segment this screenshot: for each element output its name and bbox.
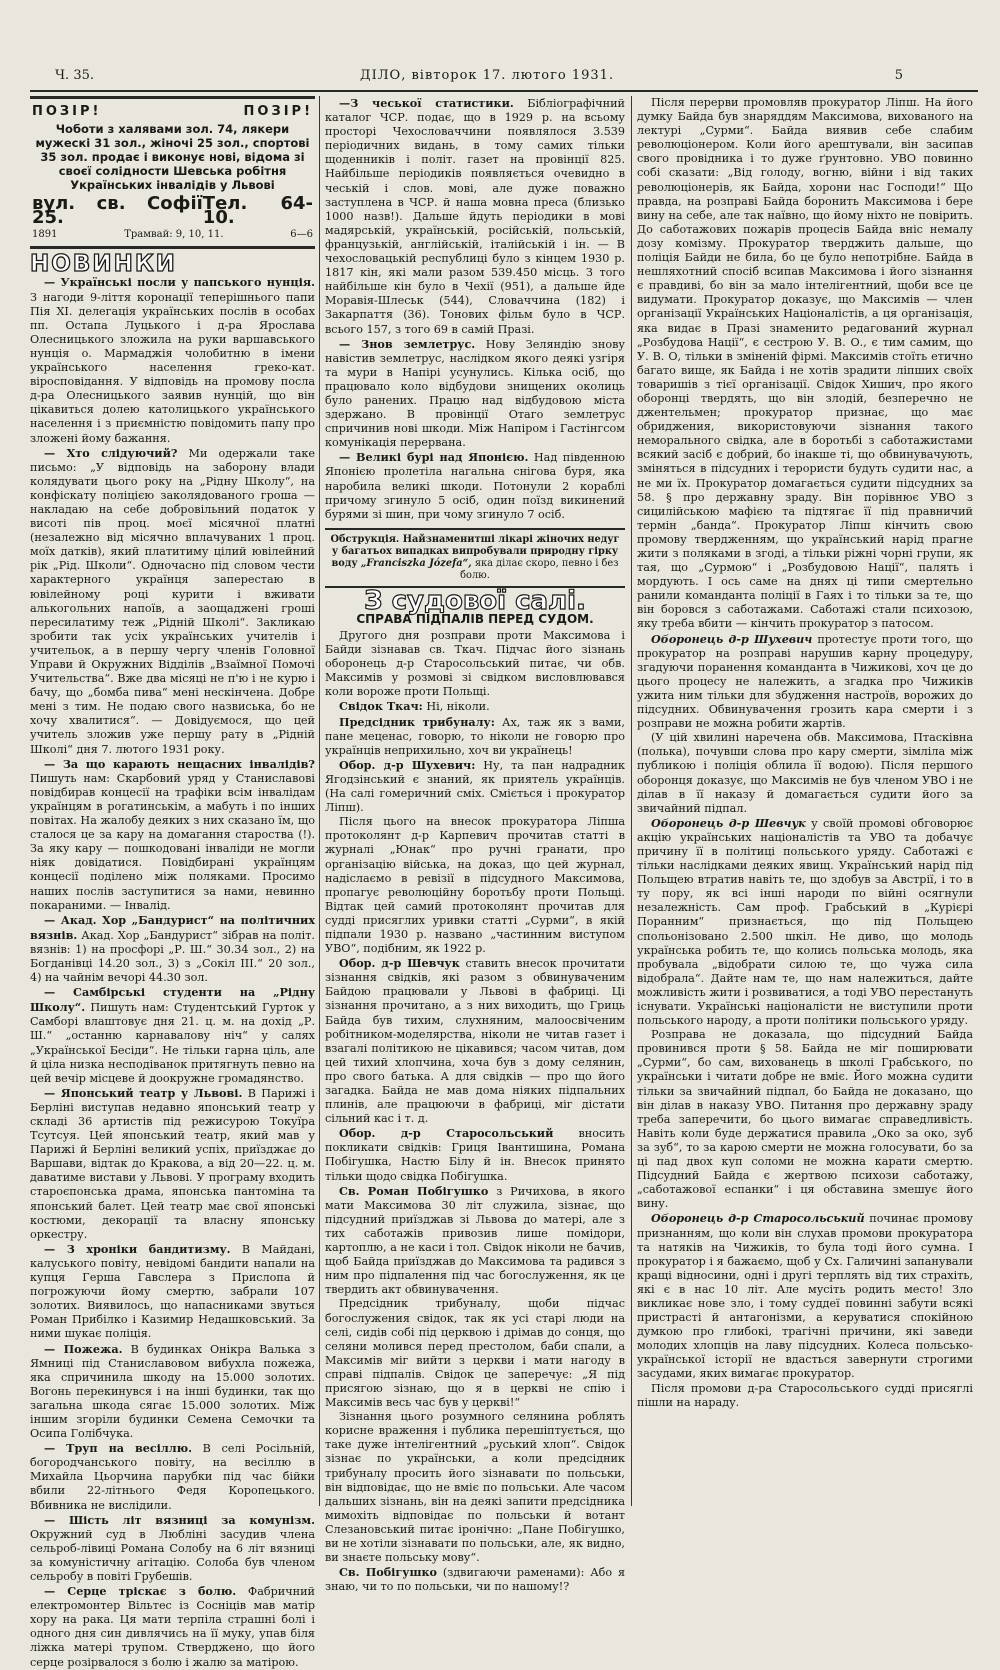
page-part: Ч. 35. bbox=[55, 68, 94, 83]
col3-para: Оборонець д-р Старосольський починає промову признанням, що коли він слухав промови прокуратора та натяків на Чижиків, то була тоді його сумна. І прокуратор і я бажаємо, щоб у Сх. Галичині запанували кращі відносини, одні і другі терплять від тих страхіть, які є в нас 10 літ. Але мусіть родить место! Зло викликає нове зло, і тому суддеї повинні забути всякі пристрасті й антагонізми, а керуватися спокійною думкою про глибокі, трагічні причини, які заведи молодих хлопців на лаву підсудних. Колеса польсько-української історії не вдасться завернути строгими засудами, яких вимагає прокуратор. bbox=[637, 1211, 973, 1381]
court-para: Св. Побігушко (здвигаючи раменами): Або я знаю, чи то по польськи, чи по нашому!? bbox=[325, 1565, 625, 1594]
advertisement bbox=[30, 96, 315, 249]
col3-para: Оборонець д-р Шевчук у своїй промові обговорює акцію українських націоналістів та УВО та добачує причину її в політиці польського уряду. Саботажі є тільки наслідками деяких явищ. Український нарід під Польщею втратив навіть те, що здобув за Австрії, і то в ту пору, як всі інші народи по війні осягнули незалежність. Сам проф. Грабський в „Курієрі Поранним“ признається, що під Польщею спольонізовано 2.500 шкіл. Не диво, що молодь українська робить те, що колись польська молодь, яка пробувала „відобрати силою те, що чужа сила відобрала“. Дайте нам те, що нам належиться, дайте можливість жити і розвиватися, а тоді УВО перестануть існувати. Українські націоналісти не виступили проти польського народу, а проти політики польського уряду. bbox=[637, 815, 973, 1028]
col3-para: (У цій хвилині наречена обв. Максимова, Птасківна (полька), почувши слова про кару смерти, зімліла між публикою і поліція облила її водою). Після першого оборонця доказує, що Максимів не був членом УВО і не ділав в її наказу й домагається судити його за звичайний підпал. bbox=[637, 731, 973, 815]
col3-para: Оборонець д-р Шухевич протестує проти того, що прокуратор на розправі нарушив карну процедуру, згадуючи поранення команданта в Чижикові, хоч це до цього процесу не належить, а згадка про Чижиків ужита ним тільки для збудження настроїв, ворожих до підсудних. Обвинувачення грозить кара смерти і з розправи не можна робити жартів. bbox=[637, 631, 974, 731]
col3-para: Після перерви промовляв прокуратор Ліпш. На його думку Байда був знаряддям Максимова, вихованого на лектурі „Сурми“. Байда виявив себе слабим революціонером. Коли його арештували, він засипав свого провідника і то дуже ґрунтовно. УВО повинно собі сказати: „Від голоду, вогню, війни і від таких революціонерів, як Байда, хорони нас Господи!“ Що правда, на розправі Байда боронить Максимова і бере вину на себе, але так наївно, що йому ніхто не повірить. До саботажових пожарів процесів Байда вніс немалу дозу комізму. Прокуратор тверджить дальше, що поліція Байди не била, бо це було непотрібне. Байда в нешляхотний спосіб всипав Максимова і його зізнання є правдиві, бо він за мало інтелігентний, щоби все це видумати. Прокуратор доказує, що Максимів — член організації Українських Націоналістів, а ця організація, яка видає в Празі знаменито редагований журнал „Розбудова Нації“, є сестрою У. В. О., є тим самим, що У. В. О, тільки в зміненій фірмі. Максимів стоїть етично багато вище, як Байда і не хотів зрадити ліпших своїх товаришів з тієї організації. Свідок Хишич, про якого оборонці твердять, що він злодій, безперечно не джентельмен; прокуратор признає, що має обриджения, використовуючи зізнання такого неморального свідка, але в боротьбі з саботажистами всякий засіб є добрий, бо інакше ті, що обвинувачують, зміняться в підсудних і терористи будуть судити нас, а не ми їх. Прокуратор домагається судити підсудних за 58. § про державну зраду. Він порівнює УВО з сицилійською мафією та підтягає її під правничий термін „банда“. Прокуратор Ліпш кінчить свою промову твердженням, що український нарід прагне жити з поляками в згоді, а тільки ріжні чорні групи, як тая, що „Сурмою“ і „Розбудовою Нації“, палять і мордують. І ось саме на днях ці типи смертельно ранили команданта поліції в Гаях і то тільки за те, що він боровся з саботажами. Саботажі стали психозою, яку треба вбити — кінчить прокуратор з патосом. bbox=[637, 96, 973, 631]
news-item: — Труп на весіллю. В селі Росільній, богородчанського повіту, на весіллю в Михайла Цьорчина парубки під час бійки вбили 22-літнього Федя Коропецького. Вбивника не вислідили. bbox=[30, 1441, 316, 1512]
news-item: — Серце тріскає з болю. Фабричний електромонтер Вільтес із Сосніців мав матір хору на рака. Ця мати терпіла страшні болі і одного дня син дивлячись на її муку, упав біля ліжка матері трупом. Стверджено, що його серце розірвалося з болю і жалю за матірою. bbox=[30, 1584, 315, 1669]
court-intro: Другого дня розправи проти Максимова і Байди зізнавав св. Ткач. Підчас його зізнань оборонець д-р Старосольський питає, чи обв. Максимів у розмові зі свідком висловлювався коли вороже проти Польщі. bbox=[325, 629, 625, 699]
news-section-title: НОВИНКИ bbox=[30, 251, 177, 278]
court-exchange: Предсідник трибуналу: Ах, таж як з вами, пане меценас, говорю, то ніколи не говорю про українців неприхильно, хоч ви українець! bbox=[325, 714, 625, 757]
column-1 bbox=[30, 96, 316, 1669]
masthead: ДІЛО, вівторок 17. лютого 1931. bbox=[360, 68, 615, 83]
advert-box-brand: „Franciszka Józefa“, bbox=[360, 557, 472, 569]
col3-para: Розправа не доказала, що підсудний Байда провинився проти § 58. Байда не міг поширювати „Сурми“, бо сам, вихованець в школі Грабського, по українськи і читати добре не вміє. Його можна судити тільки за звичайний підпал, бо Байда не доказано, що він ділав в наказу УВО. Питання про державну зраду треба заперечити, бо цього вимагає справедливість. Навіть коли буде держатися правила „Око за око, зуб за зуб“, то за карою смерти не можна голосувати, бо за ці пад двох куп соломи не можна карати смертю. Підсудний Байда є жертвою психози саботажу, „саботажової еспанки“ і ця обставина змешує його вину. bbox=[637, 1028, 973, 1211]
news-item: — Пожежа. В будинках Онікра Валька з Ямниці під Станиславовом вибухла пожежа, яка спричинила шкоду на 15.000 золотих. Вогонь перекинувся і на інші будинки, так що загальна шкода сягає 15.000 золотих. Між іншим згоріли будинки Семена Семочки та Осипа Голібчука. bbox=[30, 1341, 316, 1441]
stats-item: — Знов землетрус. Нову Зеляндію знову навістив землетрус, наслідком якого деякі узгіря та мури в Напірі усунулись. Кілька осіб, що працювало коло відбудови знищених околиць було ранених. Працю над відбудовою міста здержано. В провінції Отаго землетрус спричинив нові шкоди. Між Напіром і Гастінгсом комунікація перервана. bbox=[325, 336, 625, 450]
page-number: 5 bbox=[894, 68, 903, 83]
column-divider bbox=[631, 96, 632, 1506]
column-divider bbox=[319, 96, 320, 1506]
stats-list bbox=[325, 96, 625, 522]
news-item: — За що карають нещасних інвалідів? Пишуть нам: Скарбовий уряд у Станиславові повідбирав концесії на трафіки всім інвалідам українцям в рогатинськім, а мабуть і по інших повітах. На жалобу деяких з них сказано їм, що сталося це за кару на домагання староства (!). За яку кару — пошкодовані інваліди не могли ніяк довідатися. Повідбирані українцям концесії поділено між поляками. Просимо наших послів заступитися за нами, невинно покараними. — Інвалід. bbox=[30, 756, 315, 912]
ad-phone: Тел. 64-10. bbox=[202, 193, 313, 229]
court-para: Предсідник трибуналу, щоби підчас богослужения свідок, так як усі старі люди на селі, сидів собі під церквою і дрімав до сонця, що селяни молився перед престолом, баби спали, а Максимів міг вийти з церкви і мати нагоду в справі підпалів. Свідок це заперечує: „Я під присягою зізнаю, що я в церкві не спію і Максимів весь час був у церкві!“ bbox=[325, 1297, 625, 1410]
court-para: Після цього на внесок прокуратора Ліпша протоколянт д-р Карпевич прочитав статті в журналі „Юнак“ про ручні гранати, про організацію війська, на доказ, що цей журнал, надіслаємо в ревізії в підсудного Максимова, пропагує революційну боротьбу проти Польщі. Відтак цей самий протоколянт прочитав для судді присяглих уривки статті „Сурми“, в якій підпали 1930 р. названо „частинним виступом УВО“, подібним, як 1922 р. bbox=[325, 815, 625, 956]
news-item: — Акад. Хор „Бандурист“ на політичних вязнів. Акад. Хор „Бандурист“ зібрав на політ. вязнів: 1) на просфорі „Р. Ш.“ 30.34 зол., 2) на Богданівці 14.20 зол., 3) з „Сокіл ІІІ.“ 20 зол., 4) на чайнім вечорі 44.30 зол. bbox=[30, 912, 315, 985]
news-item: — Японський театр у Львові. В Парижі і Берліні виступав недавно японський театр у складі 36 артистів під режисурою Токуїра Тсутсуя. Цей японський театр, який мав у Парижі й Берліні великий успіх, приїзджає до Варшави, відтак до Кракова, а від 20—22. ц. м. даватиме вистави у Львові. У програму входить староєпонська драма, японська пантоміна та японський балет. Цей театр має свої японські костюми, декорації та власну японську оркестру. bbox=[30, 1085, 316, 1241]
news-item: — Хто слідуючий? Ми одержали таке письмо: „У відповідь на заборону влади колядувати цього року на „Рідну Школу“, на конфіскату поліцією заколядованого гроша — накладаю на себе добровільний податок у висоті пів проц. моєї місячної платні (незалежно від місячно вплачуваних 1 проц. моїх датків), який платитиму цілий ювілейний рік „Рід. Школи“. Одночасно під словом чести характерного українця заперестаю в ювілейному році курити і вживати алькогольних напоїв, а заощаджені гроші пересилатиму теж „Рідній Школі“. Закликаю зробити так усіх українських учителів і учительок, а в першу чергу членів Головної Управи й Окружних Відділів „Взаїмної Помочі Учительства“. Вже два місяці не п'ю і не курю і бачу, що „бомба пива“ мені нескінчена. Добре мені з тим. Не подаю свого назвиська, бо не хочу хвалитися“. — Довідуємося, що цей учитель зложив уже першу рату в „Рідній Школі“ дня 7. лютого 1931 року. bbox=[30, 445, 315, 756]
news-item: — Шість літ вязниці за комунізм. Окружний суд в Любліні засудив члена сельроб-лівиці Романа Солобу на 6 літ вязниці за комуністичну агітацію. Солоба був членом сельробу в повіті Грубешів. bbox=[30, 1512, 315, 1583]
ad-notice-left: ПОЗІР! bbox=[32, 104, 102, 119]
column-2 bbox=[325, 96, 626, 1594]
court-para: Св. Роман Побігушко з Ричихова, в якого мати Максимова 30 літ служила, зізнає, що підсудний приїзджав зі Львова до матері, але з тих саботажів привозив лише помідори, картоплю, а не каси і тол. Свідок ніколи не бачив, щоб Байда приїзджав до Максимова та радився з ним про підпалення під час богослуження, як це твердить акт обвинувачення. bbox=[325, 1183, 626, 1297]
stats-item: —З чеської статистики. Бібліографічний каталог ЧСР. подає, що в 1929 р. на всьому просторі Чехословаччини появлялося 3.539 періодичних видань, в тому самих тільки щоденників і політ. газет на провінції 825. Найбільше періодиків появляється очевидно в чеській і слов. мові, але дуже поважно заступлена в ЧСР. й наша мовна преса (близько 1000 назв!). Дальше йдуть періодики в мові мадярській, українській, російській, польській, французькій, англійській, італійській і ін. — В чехословацькій республиці було з кінцем 1930 р. 1817 кін, які мали разом 539.450 місць. З того найбільше кін було в Чехії (951), а дальше йде Моравія-Шлеськ (544), Словаччина (182) і Закарпаття (36). Тонових фільм було в ЧСР. всього 157, з того 69 в самій Празі. bbox=[325, 96, 625, 336]
advert-box-text: Обструкція. Найзнаменитші лікарі жіночих недуг у багатьох випадках випробували природну гірку воду bbox=[330, 533, 620, 569]
court-exchange: Свідок Ткач: Ні, ніколи. bbox=[339, 699, 490, 714]
ad-tram: Трамвай: 9, 10, 11. bbox=[124, 229, 224, 241]
court-para: Обор. д-р Шевчук ставить внесок прочитати зізнання свідків, які разом з обвинуваченим Байдою працювали у Львові в фабриці. Ці зізнання прочитано, а з них виходить, що Гриць Байда був тихим, слухняним, малоосвіченим робітником-моделярства, ніколи не читав газет і взагалі політикою не цікавився; часом читав, дом цей тихий хлопчина, хоча був з дому селянин, про свого батька. А для свідків — про що його загадка. Байда не мав дома ніяких підпальних плинів, але працюючи в фабриці, міг дістати сільний кас і т. д. bbox=[325, 956, 625, 1126]
court-section-title: З судової салі. bbox=[364, 585, 586, 616]
court-para: Зізнання цього розумного селянина роблять корисне враження і публика перешіптується, що таке дуже інтелігентний „руський хлоп“. Свідок зізнає по українськи, а коли предсідник трибуналу просить його зізнавати по польськи, він відповідає, що не вміє по польськи. Але часом дальших зізнань, він на деякі запити предсідника мимохіть відповідає по польськи й вотант Слезановський питає іронічно: „Пане Побігушко, ви не хотіли зізнавати по польськи, але, як видно, ви знаєте польську мову“. bbox=[325, 1410, 625, 1565]
news-list bbox=[30, 275, 315, 1669]
col3-para: Після промови д-ра Старосольського судді присяглі пішли на нараду. bbox=[637, 1381, 973, 1409]
exchange-list bbox=[325, 699, 625, 815]
advert-box-text2: яка ділає скоро, певно і без болю. bbox=[460, 557, 619, 581]
ad-address: вул. св. Софії 25. bbox=[32, 193, 203, 229]
ad-ref: 1891 bbox=[32, 229, 58, 241]
ad-notice-right: ПОЗІР! bbox=[243, 104, 313, 119]
ad-count: 6—6 bbox=[290, 229, 313, 241]
news-item: — З хроніки бандитизму. В Майдані, калуського повіту, невідомі бандити напали на купця Герша Гавслера з Прислопа й погрожуючи йому смертю, забрали 107 золотих. Виявилось, що напасниками звуться Роман Прибілко і Казимир Недашковський. За ними шукає поліція. bbox=[30, 1241, 316, 1341]
court-exchange: Обор. д-р Шухевич: Ну, та пан надрадник Ягодзінський є знаний, як приятель українців. (На салі гомеричний сміх. Сміється і прокуратор Ліпш). bbox=[325, 757, 625, 815]
court-para: Обор. д-р Старосольський вносить покликати свідків: Гриця Івантишина, Романа Побігушка, Настю Білу й ін. Внесок принято тільки щодо свідка Побігушка. bbox=[325, 1126, 625, 1183]
page-header bbox=[30, 66, 978, 92]
stats-item: — Великі бурі над Японією. Над південною Японією пролетіла нагальна снігова буря, яка наробила великі шкоди. Потонули 2 кораблі причому згинуло 5 осіб, один поїзд викинений бурями зі шин, при чому згинуло 7 осіб. bbox=[325, 450, 625, 521]
column-3 bbox=[637, 96, 973, 1506]
ad-body: Чоботи з халявами зол. 74, лякери мужескі 31 зол., жіночі 25 зол., спортові 35 зол. продає і виконує нові, відома зі своєї солідности Шевська робітня Українських інвалідів у Львові bbox=[35, 122, 310, 193]
news-item: — Українські посли у папського нунція. З нагоди 9-ліття коронації теперішнього папи Пія XI. делегація українських послів в особах пп. Остапа Луцького і д-ра Ярослава Олесницького зложила на руки варшавського нунція о. Мармаджія чолобитню в імени українського населення греко-кат. віросповідання. У відповідь на промову посла д-ра Олесницького заявив нунцій, що він цікавиться долею католицького українського населення і з приємністю повідомить папу про зложені йому бажання. bbox=[30, 275, 315, 445]
news-item: — Самбірські студенти на „Рідну Школу“. Пишуть нам: Студентський Гурток у Самборі влаштовує дня 21. ц. м. на дохід „Р. Ш.“ „останню карнавалову ніч“ у салях „Української Бесіди“. Не тільки гарна ціль, але й ціла низка несподіванок притягнуть певно на цей вечір місцеве й доокружне громадянство. bbox=[30, 985, 315, 1085]
advert-box bbox=[325, 528, 625, 588]
court-subtitle: СПРАВА ПІДПАЛІВ ПЕРЕД СУДОМ. bbox=[356, 611, 594, 626]
